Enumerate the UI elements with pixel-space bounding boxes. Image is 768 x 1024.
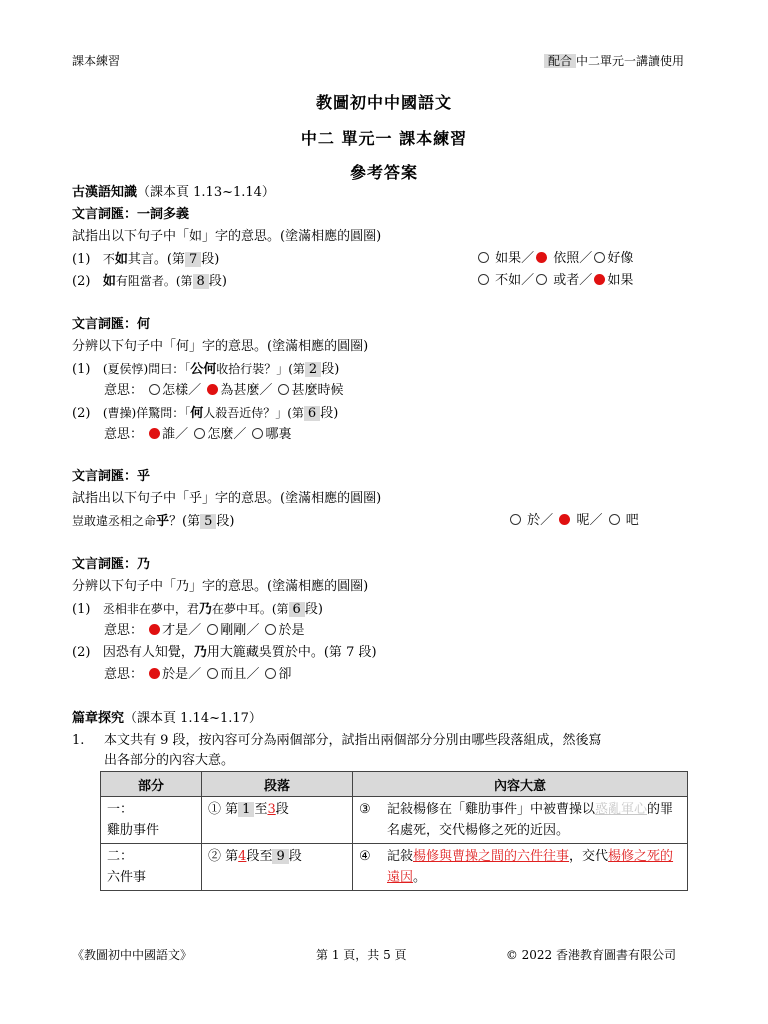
option-label: 誰／ <box>162 427 189 442</box>
paragraph-cell <box>202 844 353 891</box>
sec2-sub: 文言詞匯：何 <box>72 317 151 332</box>
table-header: 段落 <box>202 772 353 797</box>
option-label: 不如／ <box>495 273 535 288</box>
q-text: (夏侯惇)問曰：「 <box>102 362 191 376</box>
table-header: 部分 <box>101 772 202 797</box>
option-circle-filled[interactable] <box>536 252 547 263</box>
option-circle-empty[interactable] <box>207 668 218 679</box>
option-label: 依照／ <box>553 251 593 266</box>
sec3-instr: 試指出以下句子中「乎」字的意思。(塗滿相應的圓圈) <box>72 491 382 506</box>
meaning-label: 意思： <box>104 623 144 638</box>
footer-page-number: 第 1 頁，共 5 頁 <box>316 948 407 962</box>
option-label: 甚麼時候 <box>291 383 344 398</box>
sec3-q1-options <box>508 510 639 532</box>
content-text: 。 <box>413 870 427 885</box>
content-cell <box>353 797 688 844</box>
q-num: (1) <box>72 602 91 617</box>
option-label: 剛剛／ <box>220 623 260 638</box>
option-label: 哪裏 <box>265 427 292 442</box>
circled-number: ② <box>208 849 222 864</box>
part-number: 二： <box>107 849 134 864</box>
q-num: (2) <box>72 406 91 421</box>
option-circle-empty[interactable] <box>594 252 605 263</box>
q-text: 段) <box>216 514 235 529</box>
q-num: (1) <box>72 362 91 377</box>
option-label: 吧 <box>625 513 639 528</box>
sec5-q-num: 1. <box>72 733 85 748</box>
part-title: 雞肋事件 <box>107 823 160 838</box>
circled-number: ④ <box>359 849 371 864</box>
circled-number: ③ <box>359 802 371 817</box>
option-label: 而且／ <box>220 667 260 682</box>
option-circle-empty[interactable] <box>536 274 547 285</box>
q-text: 豈敢違丞相之命 <box>72 514 157 528</box>
sec1-heading-text: 古漢語知識 <box>72 185 138 200</box>
sec1-q1 <box>72 248 219 271</box>
q-num: (2) <box>72 274 91 289</box>
option-label: 於／ <box>527 513 554 528</box>
para-start: 1 <box>238 802 254 817</box>
q-text: 段) <box>208 274 227 289</box>
sec5-heading <box>72 708 262 730</box>
q-text: 有阻當者。(第 <box>115 274 193 288</box>
sec4-q2 <box>72 642 377 664</box>
meaning-label: 意思： <box>104 667 144 682</box>
answer-text: 惑亂軍心 <box>595 802 648 817</box>
q-text: 段) <box>201 252 220 267</box>
title-line3: 參考答案 <box>349 163 418 182</box>
part-title: 六件事 <box>107 870 147 885</box>
q-text: 人殺吾近侍？」(第 <box>203 406 304 420</box>
option-circle-filled[interactable] <box>559 514 570 525</box>
option-circle-empty[interactable] <box>149 384 160 395</box>
sec5-heading-ref: （課本頁 1.14~1.17） <box>124 711 262 726</box>
sec2-q1 <box>72 358 339 381</box>
para-number: 5 <box>200 514 216 529</box>
content-cell <box>353 844 688 891</box>
sec3-sub: 文言詞匯：乎 <box>72 469 151 484</box>
para-number: 7 <box>185 252 201 267</box>
q-text: 不 <box>102 252 115 266</box>
sec4-q1-options <box>104 620 304 642</box>
q-num: (1) <box>72 252 91 267</box>
option-circle-empty[interactable] <box>265 668 276 679</box>
q-key: 乃 <box>198 602 212 617</box>
option-circle-empty[interactable] <box>194 428 205 439</box>
table-row <box>101 844 688 891</box>
para-text: 段 <box>288 849 302 864</box>
q-text: 因恐有人知覺， <box>102 645 194 660</box>
sec4-q1 <box>72 598 323 621</box>
q-key: 乎 <box>156 514 170 529</box>
para-number: 6 <box>289 602 305 617</box>
para-number: 2 <box>305 362 321 377</box>
q-key: 公何 <box>190 362 217 377</box>
content-text: 記敍 <box>387 849 414 864</box>
sec1-q2 <box>72 270 227 293</box>
sec4-sub: 文言詞匯：乃 <box>72 557 151 572</box>
footer-copyright: © 2022 香港教育圖書有限公司 <box>505 948 676 962</box>
content-text: 的罪名處死，交代楊修之死的近因。 <box>387 802 674 838</box>
header-right-text: 中二單元一講讀使用 <box>575 54 684 68</box>
q-text: 丞相非在夢中，君 <box>102 602 199 616</box>
para-text: 第 <box>225 802 239 817</box>
circled-number: ① <box>208 802 222 817</box>
option-circle-empty[interactable] <box>478 274 489 285</box>
option-circle-empty[interactable] <box>510 514 521 525</box>
option-circle-empty[interactable] <box>278 384 289 395</box>
q-text: 段) <box>304 602 323 617</box>
sec1-heading <box>72 182 275 204</box>
q-text: 其言。(第 <box>127 252 185 267</box>
table-header-row <box>101 772 688 797</box>
sec2-q2 <box>72 402 338 425</box>
paragraph-cell <box>202 797 353 844</box>
para-text: 至 <box>254 802 268 817</box>
para-text: 段 <box>275 802 289 817</box>
answer-para-end: 3 <box>267 802 276 817</box>
q-key: 何 <box>190 406 204 421</box>
option-label: 如果／ <box>495 251 535 266</box>
sec2-instr: 分辨以下句子中「何」字的意思。(塗滿相應的圓圈) <box>72 339 369 354</box>
option-circle-filled[interactable] <box>149 668 160 679</box>
q-key: 如 <box>102 274 116 289</box>
part-number: 一： <box>107 802 134 817</box>
sec5-q-line1: 本文共有 9 段，按內容可分為兩個部分，試指出兩個部分分別由哪些段落組成，然後寫 <box>104 733 602 748</box>
sec4-instr: 分辨以下句子中「乃」字的意思。(塗滿相應的圓圈) <box>72 579 369 594</box>
content-text: 記敍楊修在「雞肋事件」中被曹操以 <box>387 802 596 817</box>
option-circle-filled[interactable] <box>207 384 218 395</box>
sec1-sub: 文言詞匯：一詞多義 <box>72 207 190 222</box>
option-circle-empty[interactable] <box>478 252 489 263</box>
q-num: (2) <box>72 645 91 660</box>
table-header: 內容大意 <box>353 772 688 797</box>
option-label: 好像 <box>607 251 634 266</box>
content-text: ，交代 <box>569 849 609 864</box>
sec5-heading-text: 篇章探究 <box>72 711 125 726</box>
sec4-q2-options <box>104 664 291 686</box>
option-label: 才是／ <box>162 623 202 638</box>
header-right <box>544 50 684 72</box>
answer-para-start: 4 <box>238 849 247 864</box>
option-circle-filled[interactable] <box>594 274 605 285</box>
option-label: 或者／ <box>553 273 593 288</box>
part-cell <box>101 844 202 891</box>
q-text: 段) <box>321 362 340 377</box>
para-number: 8 <box>193 274 209 289</box>
q-text: (曹操)佯驚問：「 <box>102 406 191 420</box>
option-label: 卻 <box>278 667 292 682</box>
answer-text: 楊修之死的遠因 <box>387 849 674 885</box>
part-cell <box>101 797 202 844</box>
option-circle-empty[interactable] <box>207 624 218 635</box>
meaning-label: 意思： <box>104 427 144 442</box>
option-circle-empty[interactable] <box>252 428 263 439</box>
content-table <box>100 771 688 891</box>
option-circle-filled[interactable] <box>149 428 160 439</box>
q-key: 乃 <box>193 645 207 660</box>
para-number: 6 <box>304 406 320 421</box>
option-circle-empty[interactable] <box>265 624 276 635</box>
sec3-q1 <box>72 510 234 533</box>
option-circle-filled[interactable] <box>149 624 160 635</box>
sec5-q-line2: 出各部分的內容大意。 <box>104 753 235 768</box>
sec1-instr: 試指出以下句子中「如」字的意思。(塗滿相應的圓圈) <box>72 229 382 244</box>
option-label: 於是 <box>278 623 305 638</box>
sec1-q1-options <box>476 248 633 270</box>
title-line2: 中二 單元一 課本練習 <box>300 129 468 148</box>
para-text: 段至 <box>246 849 273 864</box>
option-circle-empty[interactable] <box>609 514 620 525</box>
para-text: 第 <box>225 849 239 864</box>
answer-text: 楊修與曹操之間的六件往事 <box>413 849 570 864</box>
header-right-mark: 配合 <box>544 54 576 68</box>
sec1-q2-options <box>476 270 633 292</box>
q-text: ？(第 <box>169 514 201 529</box>
para-end: 9 <box>272 849 288 864</box>
sec2-q1-options <box>104 380 343 402</box>
option-label: 呢／ <box>576 513 603 528</box>
table-row <box>101 797 688 844</box>
title-line1: 教圖初中中國語文 <box>315 93 452 112</box>
footer-left: 《教圖初中中國語文》 <box>72 948 193 962</box>
sec1-heading-ref: （課本頁 1.13~1.14） <box>137 185 275 200</box>
sec2-q2-options <box>104 424 291 446</box>
header-left: 課本練習 <box>72 54 121 68</box>
q-text: 段) <box>320 406 339 421</box>
meaning-label: 意思： <box>104 383 144 398</box>
option-label: 如果 <box>607 273 634 288</box>
option-label: 怎麼／ <box>207 427 247 442</box>
q-text: 在夢中耳。(第 <box>211 602 289 616</box>
option-label: 怎樣／ <box>162 383 202 398</box>
option-label: 為甚麼／ <box>220 383 273 398</box>
q-text: 收拾行裝？」(第 <box>216 362 305 376</box>
q-key: 如 <box>114 252 128 267</box>
option-label: 於是／ <box>162 667 202 682</box>
q-text: 用大簏藏吳質於中。(第 7 段) <box>206 645 377 660</box>
